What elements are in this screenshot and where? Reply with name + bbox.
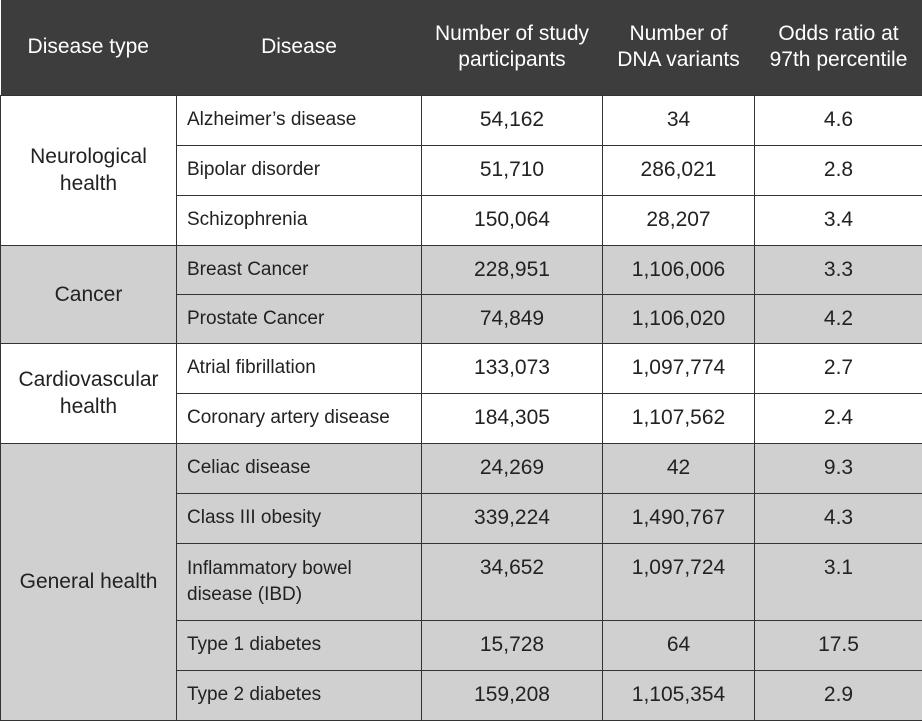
odds-ratio-cell: 4.2 [755, 294, 922, 343]
odds-ratio-cell: 4.3 [755, 493, 922, 543]
odds-ratio-cell: 4.6 [755, 95, 922, 145]
odds-ratio-cell: 2.8 [755, 145, 922, 195]
disease-cell: Bipolar disorder [177, 145, 422, 195]
group-neurological-health: Neurological health [1, 95, 177, 245]
variants-cell: 286,021 [603, 145, 755, 195]
odds-ratio-cell: 3.3 [755, 245, 922, 294]
participants-cell: 150,064 [422, 195, 603, 245]
odds-ratio-cell: 17.5 [755, 620, 922, 670]
table-row [1, 343, 922, 393]
odds-ratio-cell: 3.4 [755, 195, 922, 245]
variants-cell: 64 [603, 620, 755, 670]
disease-cell: Breast Cancer [177, 245, 422, 294]
variants-cell: 1,105,354 [603, 670, 755, 720]
odds-ratio-cell: 2.7 [755, 343, 922, 393]
odds-ratio-cell: 2.4 [755, 393, 922, 443]
disease-cell: Alzheimer’s disease [177, 95, 422, 145]
participants-cell: 34,652 [422, 543, 603, 620]
variants-cell: 42 [603, 443, 755, 493]
participants-cell: 24,269 [422, 443, 603, 493]
variants-cell: 28,207 [603, 195, 755, 245]
disease-cell: Coronary artery disease [177, 393, 422, 443]
table-row [1, 443, 922, 493]
disease-cell: Atrial fibrillation [177, 343, 422, 393]
disease-cell: Class III obesity [177, 493, 422, 543]
odds-ratio-cell: 9.3 [755, 443, 922, 493]
participants-cell: 159,208 [422, 670, 603, 720]
disease-cell: Schizophrenia [177, 195, 422, 245]
participants-cell: 15,728 [422, 620, 603, 670]
header-row [1, 0, 922, 95]
variants-cell: 1,106,020 [603, 294, 755, 343]
participants-cell: 339,224 [422, 493, 603, 543]
table-row [1, 95, 922, 145]
variants-cell: 1,106,006 [603, 245, 755, 294]
participants-cell: 184,305 [422, 393, 603, 443]
group-general-health: General health [1, 443, 177, 720]
variants-cell: 1,097,774 [603, 343, 755, 393]
group-cardiovascular-health: Cardiovascular health [1, 343, 177, 443]
odds-ratio-cell: 3.1 [755, 543, 922, 620]
disease-cell: Inflammatory bowel disease (IBD) [177, 543, 422, 620]
header-participants: Number of study participants [422, 0, 603, 95]
odds-ratio-cell: 2.9 [755, 670, 922, 720]
participants-cell: 51,710 [422, 145, 603, 195]
disease-cell: Type 1 diabetes [177, 620, 422, 670]
variants-cell: 34 [603, 95, 755, 145]
variants-cell: 1,490,767 [603, 493, 755, 543]
participants-cell: 74,849 [422, 294, 603, 343]
header-variants: Number of DNA variants [603, 0, 755, 95]
table-row [1, 245, 922, 294]
participants-cell: 228,951 [422, 245, 603, 294]
variants-cell: 1,097,724 [603, 543, 755, 620]
disease-cell: Celiac disease [177, 443, 422, 493]
header-disease-type: Disease type [1, 0, 177, 95]
disease-cell: Prostate Cancer [177, 294, 422, 343]
header-disease: Disease [177, 0, 422, 95]
group-cancer: Cancer [1, 245, 177, 343]
participants-cell: 54,162 [422, 95, 603, 145]
disease-cell: Type 2 diabetes [177, 670, 422, 720]
variants-cell: 1,107,562 [603, 393, 755, 443]
header-odds-ratio: Odds ratio at 97th percentile [755, 0, 922, 95]
participants-cell: 133,073 [422, 343, 603, 393]
